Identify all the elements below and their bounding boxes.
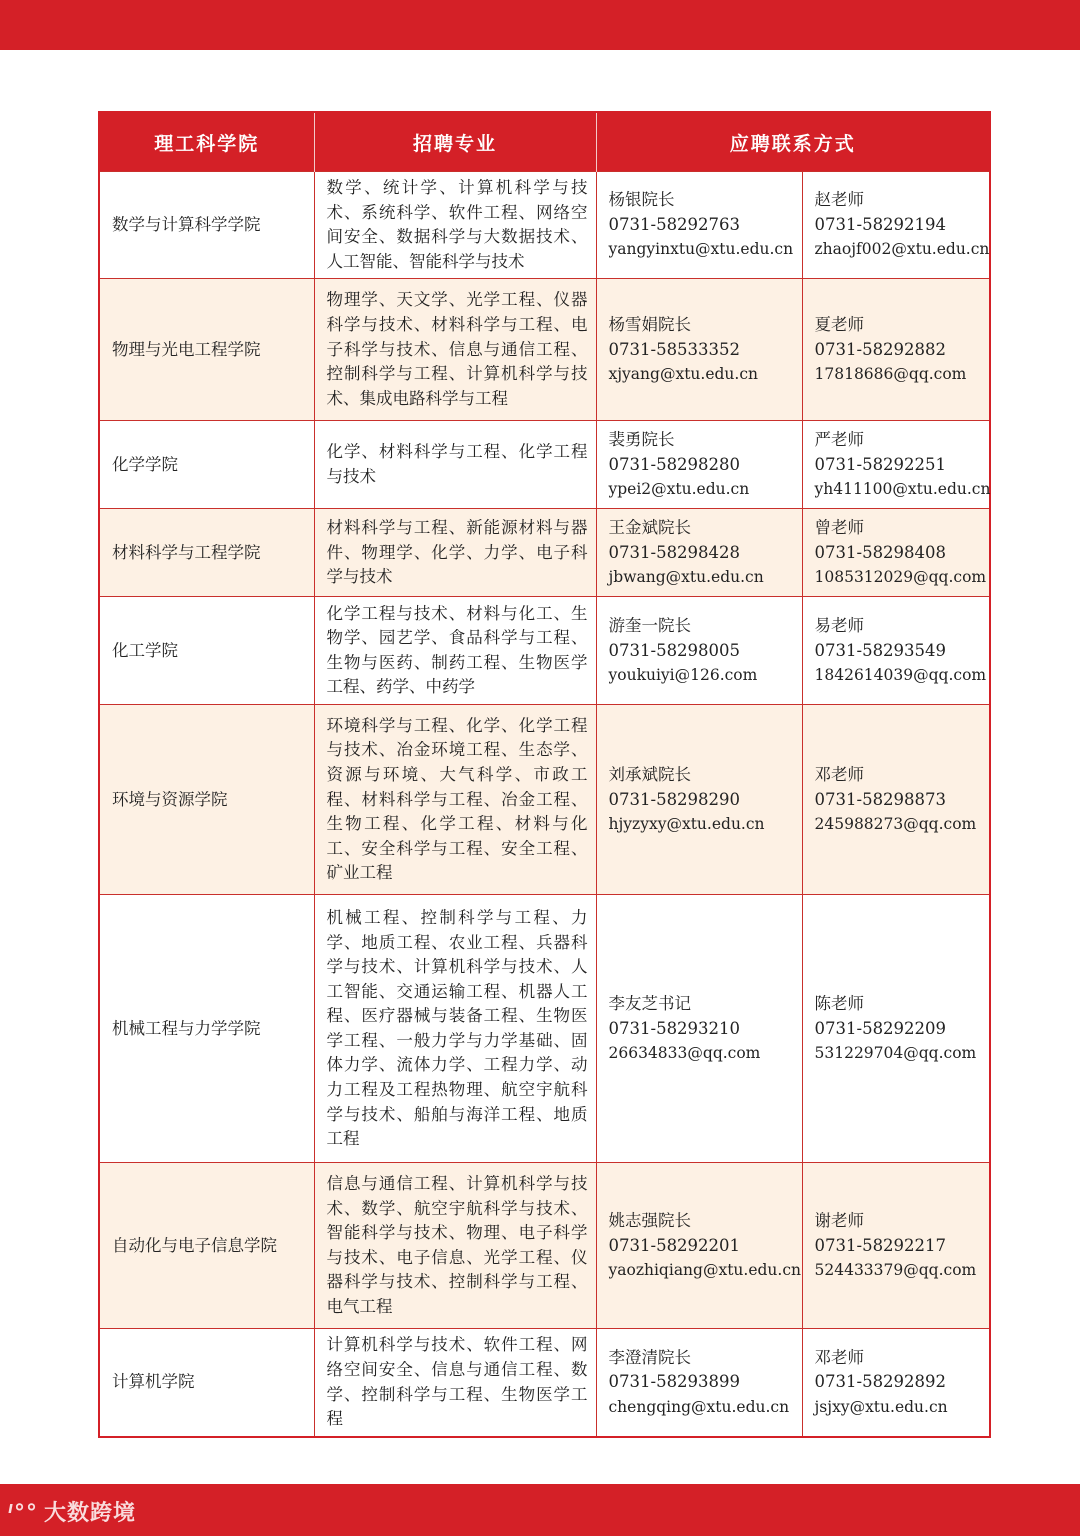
contact-email[interactable]: yaozhiqiang@xtu.edu.cn bbox=[608, 1261, 802, 1280]
recruitment-table bbox=[98, 111, 991, 1438]
contact-email[interactable]: 245988273@qq.com bbox=[814, 815, 977, 834]
contact-email[interactable]: xjyang@xtu.edu.cn bbox=[608, 365, 758, 384]
table-row bbox=[99, 421, 990, 509]
contact-email[interactable]: 17818686@qq.com bbox=[814, 365, 967, 384]
contact-email[interactable]: youkuiyi@126.com bbox=[608, 666, 758, 685]
contact-name: 易老师 bbox=[814, 615, 864, 635]
secondary-contact bbox=[802, 1329, 990, 1437]
contact-phone: 0731-58298873 bbox=[814, 789, 947, 809]
contact-name: 邓老师 bbox=[814, 1347, 864, 1367]
contact-name: 杨雪娟院长 bbox=[608, 314, 691, 334]
college-name: 材料科学与工程学院 bbox=[99, 509, 314, 597]
primary-contact bbox=[596, 1329, 802, 1437]
contact-name: 谢老师 bbox=[814, 1210, 864, 1230]
primary-contact bbox=[596, 509, 802, 597]
primary-contact bbox=[596, 597, 802, 705]
bottom-banner bbox=[0, 1484, 1080, 1536]
primary-contact bbox=[596, 1163, 802, 1329]
contact-phone: 0731-58292251 bbox=[814, 454, 947, 474]
contact-phone: 0731-58292882 bbox=[814, 339, 947, 359]
contact-phone: 0731-58292892 bbox=[814, 1372, 947, 1392]
majors-list: 化学、材料科学与工程、化学工程与技术 bbox=[314, 421, 596, 509]
majors-list: 信息与通信工程、计算机科学与技术、数学、航空宇航科学与技术、智能科学与技术、物理、电子科学与技术、电子信息、光学工程、仪器科学与技术、控制科学与工程、电气工程 bbox=[314, 1163, 596, 1329]
watermark bbox=[8, 1496, 136, 1527]
contact-name: 曾老师 bbox=[814, 517, 864, 537]
contact-name: 王金斌院长 bbox=[608, 517, 691, 537]
contact-phone: 0731-58293210 bbox=[608, 1018, 741, 1038]
contact-name: 赵老师 bbox=[814, 190, 864, 210]
college-name: 环境与资源学院 bbox=[99, 705, 314, 895]
contact-email[interactable]: 1842614039@qq.com bbox=[814, 666, 987, 685]
table-row bbox=[99, 705, 990, 895]
majors-list: 计算机科学与技术、软件工程、网络空间安全、信息与通信工程、数学、控制科学与工程、生物医学工程 bbox=[314, 1329, 596, 1437]
contact-phone: 0731-58292209 bbox=[814, 1018, 947, 1038]
contact-email[interactable]: 1085312029@qq.com bbox=[814, 568, 987, 587]
contact-name: 游奎一院长 bbox=[608, 615, 691, 635]
college-name: 机械工程与力学学院 bbox=[99, 895, 314, 1163]
contact-email[interactable]: 531229704@qq.com bbox=[814, 1044, 977, 1063]
contact-phone: 0731-58292201 bbox=[608, 1235, 741, 1255]
contact-phone: 0731-58298290 bbox=[608, 789, 741, 809]
college-name: 物理与光电工程学院 bbox=[99, 279, 314, 421]
secondary-contact bbox=[802, 279, 990, 421]
watermark-logo-icon: ᑊ°° bbox=[8, 1501, 39, 1526]
contact-name: 裴勇院长 bbox=[608, 429, 675, 449]
contact-phone: 0731-58292217 bbox=[814, 1235, 947, 1255]
header-majors: 招聘专业 bbox=[314, 112, 596, 172]
contact-name: 杨银院长 bbox=[608, 190, 675, 210]
table-row bbox=[99, 1329, 990, 1437]
table-header-row bbox=[99, 112, 990, 172]
contact-name: 李澄清院长 bbox=[608, 1347, 691, 1367]
contact-name: 陈老师 bbox=[814, 993, 864, 1013]
contact-phone: 0731-58298005 bbox=[608, 640, 741, 660]
secondary-contact bbox=[802, 1163, 990, 1329]
college-name: 自动化与电子信息学院 bbox=[99, 1163, 314, 1329]
primary-contact bbox=[596, 421, 802, 509]
secondary-contact bbox=[802, 172, 990, 279]
primary-contact bbox=[596, 705, 802, 895]
college-name: 数学与计算科学学院 bbox=[99, 172, 314, 279]
contact-email[interactable]: 26634833@qq.com bbox=[608, 1044, 761, 1063]
secondary-contact bbox=[802, 705, 990, 895]
majors-list: 机械工程、控制科学与工程、力学、地质工程、农业工程、兵器科学与技术、计算机科学与技术、人工智能、交通运输工程、机器人工程、医疗器械与装备工程、生物医学工程、一般力学与力学基础、固体力学、流体力学、工程力学、动力工程及工程热物理、航空宇航科学与技术、船舶与海洋工程、地质工程 bbox=[314, 895, 596, 1163]
contact-email[interactable]: yangyinxtu@xtu.edu.cn bbox=[608, 240, 794, 259]
majors-list: 材料科学与工程、新能源材料与器件、物理学、化学、力学、电子科学与技术 bbox=[314, 509, 596, 597]
table-row bbox=[99, 172, 990, 279]
secondary-contact bbox=[802, 895, 990, 1163]
contact-name: 姚志强院长 bbox=[608, 1210, 691, 1230]
contact-phone: 0731-58298428 bbox=[608, 542, 741, 562]
contact-email[interactable]: 524433379@qq.com bbox=[814, 1261, 977, 1280]
majors-list: 环境科学与工程、化学、化学工程与技术、冶金环境工程、生态学、资源与环境、大气科学、市政工程、材料科学与工程、冶金工程、生物工程、化学工程、材料与化工、安全科学与工程、安全工程、矿业工程 bbox=[314, 705, 596, 895]
table-row bbox=[99, 279, 990, 421]
contact-email[interactable]: hjyzyxy@xtu.edu.cn bbox=[608, 815, 765, 834]
contact-phone: 0731-58298280 bbox=[608, 454, 741, 474]
contact-phone: 0731-58293549 bbox=[814, 640, 947, 660]
primary-contact bbox=[596, 895, 802, 1163]
contact-email[interactable]: jsjxy@xtu.edu.cn bbox=[814, 1397, 948, 1416]
table-row bbox=[99, 597, 990, 705]
contact-phone: 0731-58292763 bbox=[608, 214, 741, 234]
secondary-contact bbox=[802, 597, 990, 705]
majors-list: 化学工程与技术、材料与化工、生物学、园艺学、食品科学与工程、生物与医药、制药工程、生物医学工程、药学、中药学 bbox=[314, 597, 596, 705]
table-body bbox=[99, 172, 990, 1437]
table-row bbox=[99, 509, 990, 597]
header-college: 理工科学院 bbox=[99, 112, 314, 172]
contact-phone: 0731-58292194 bbox=[814, 214, 947, 234]
secondary-contact bbox=[802, 421, 990, 509]
college-name: 化学学院 bbox=[99, 421, 314, 509]
table-row bbox=[99, 895, 990, 1163]
contact-phone: 0731-58293899 bbox=[608, 1372, 741, 1392]
header-contact: 应聘联系方式 bbox=[596, 112, 990, 172]
contact-email[interactable]: zhaojf002@xtu.edu.cn bbox=[814, 240, 990, 259]
contact-name: 李友芝书记 bbox=[608, 993, 691, 1013]
contact-email[interactable]: yh411100@xtu.edu.cn bbox=[814, 480, 991, 499]
secondary-contact bbox=[802, 509, 990, 597]
contact-phone: 0731-58533352 bbox=[608, 339, 741, 359]
contact-email[interactable]: chengqing@xtu.edu.cn bbox=[608, 1397, 790, 1416]
contact-name: 夏老师 bbox=[814, 314, 864, 334]
contact-name: 刘承斌院长 bbox=[608, 764, 691, 784]
contact-phone: 0731-58298408 bbox=[814, 542, 947, 562]
contact-email[interactable]: ypei2@xtu.edu.cn bbox=[608, 480, 750, 499]
primary-contact bbox=[596, 279, 802, 421]
college-name: 计算机学院 bbox=[99, 1329, 314, 1437]
majors-list: 物理学、天文学、光学工程、仪器科学与技术、材料科学与工程、电子科学与技术、信息与通信工程、控制科学与工程、计算机科学与技术、集成电路科学与工程 bbox=[314, 279, 596, 421]
table-row bbox=[99, 1163, 990, 1329]
top-banner bbox=[0, 0, 1080, 50]
contact-name: 邓老师 bbox=[814, 764, 864, 784]
primary-contact bbox=[596, 172, 802, 279]
contact-email[interactable]: jbwang@xtu.edu.cn bbox=[608, 568, 764, 587]
college-name: 化工学院 bbox=[99, 597, 314, 705]
majors-list: 数学、统计学、计算机科学与技术、系统科学、软件工程、网络空间安全、数据科学与大数据技术、人工智能、智能科学与技术 bbox=[314, 172, 596, 279]
contact-name: 严老师 bbox=[814, 429, 864, 449]
watermark-text: 大数跨境 bbox=[44, 1501, 137, 1526]
